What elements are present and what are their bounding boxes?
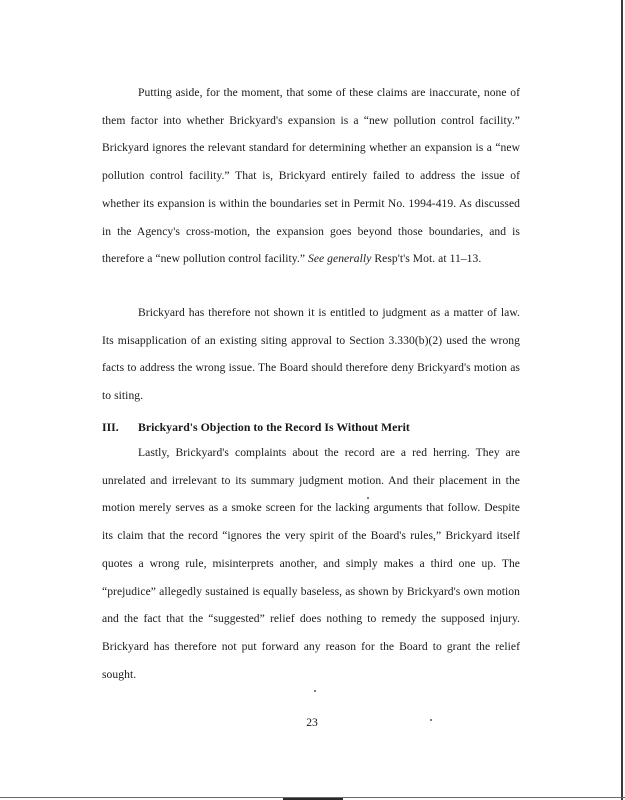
scan-border-right	[621, 0, 623, 800]
page-number: 23	[306, 716, 318, 729]
scan-speck	[367, 497, 369, 499]
section-title: Brickyard's Objection to the Record Is Without Merit	[138, 420, 410, 434]
paragraph-1-text: Putting aside, for the moment, that some of these claims are inaccurate, none of them factor into whether Brickyard's expansion is a “new pollution control facility.” Brickyard ignores the relevant standard for determining whether an expansion is a “new pollution control facility.” That is, Brickyard entirely failed to address the issue of whether its expansion is within the boundaries set in Permit No. 1994-419. As discussed in the Agency's cross-motion, the expansion goes beyond those boundaries, and is therefore a “new pollution control facility.”	[102, 86, 520, 266]
paragraph-1-citation: Resp't's Mot. at 11–13.	[371, 252, 482, 266]
scan-speck	[314, 690, 316, 692]
body-paragraph-3: Lastly, Brickyard's complaints about the record are a red herring. They are unrelated and irrelevant to its summary judgment motion. And their placement in the motion merely serves as a smoke screen for the lacking arguments that follow. Despite its claim that the record “ignores the very spirit of the Board's rules,” Brickyard itself quotes a wrong rule, misinterprets another, and simply makes a third one up. The “prejudice” allegedly sustained is equally baseless, as shown by Brickyard's own motion and the fact that the “suggested” relief does nothing to remedy the supposed injury. Brickyard has therefore not put forward any reason for the Board to grant the relief sought.	[102, 446, 520, 681]
body-paragraph-2: Brickyard has therefore not shown it is entitled to judgment as a matter of law. Its misapplication of an existing siting approval to Section 3.330(b)(2) used the wrong facts to address the wrong issue. The Board should therefore deny Brickyard's motion as to siting.	[102, 306, 520, 403]
scan-speck	[430, 719, 432, 721]
section-heading	[102, 414, 520, 440]
body-paragraph-1	[102, 79, 520, 273]
citation-signal: See generally	[307, 252, 372, 266]
section-number: III.	[102, 420, 119, 434]
